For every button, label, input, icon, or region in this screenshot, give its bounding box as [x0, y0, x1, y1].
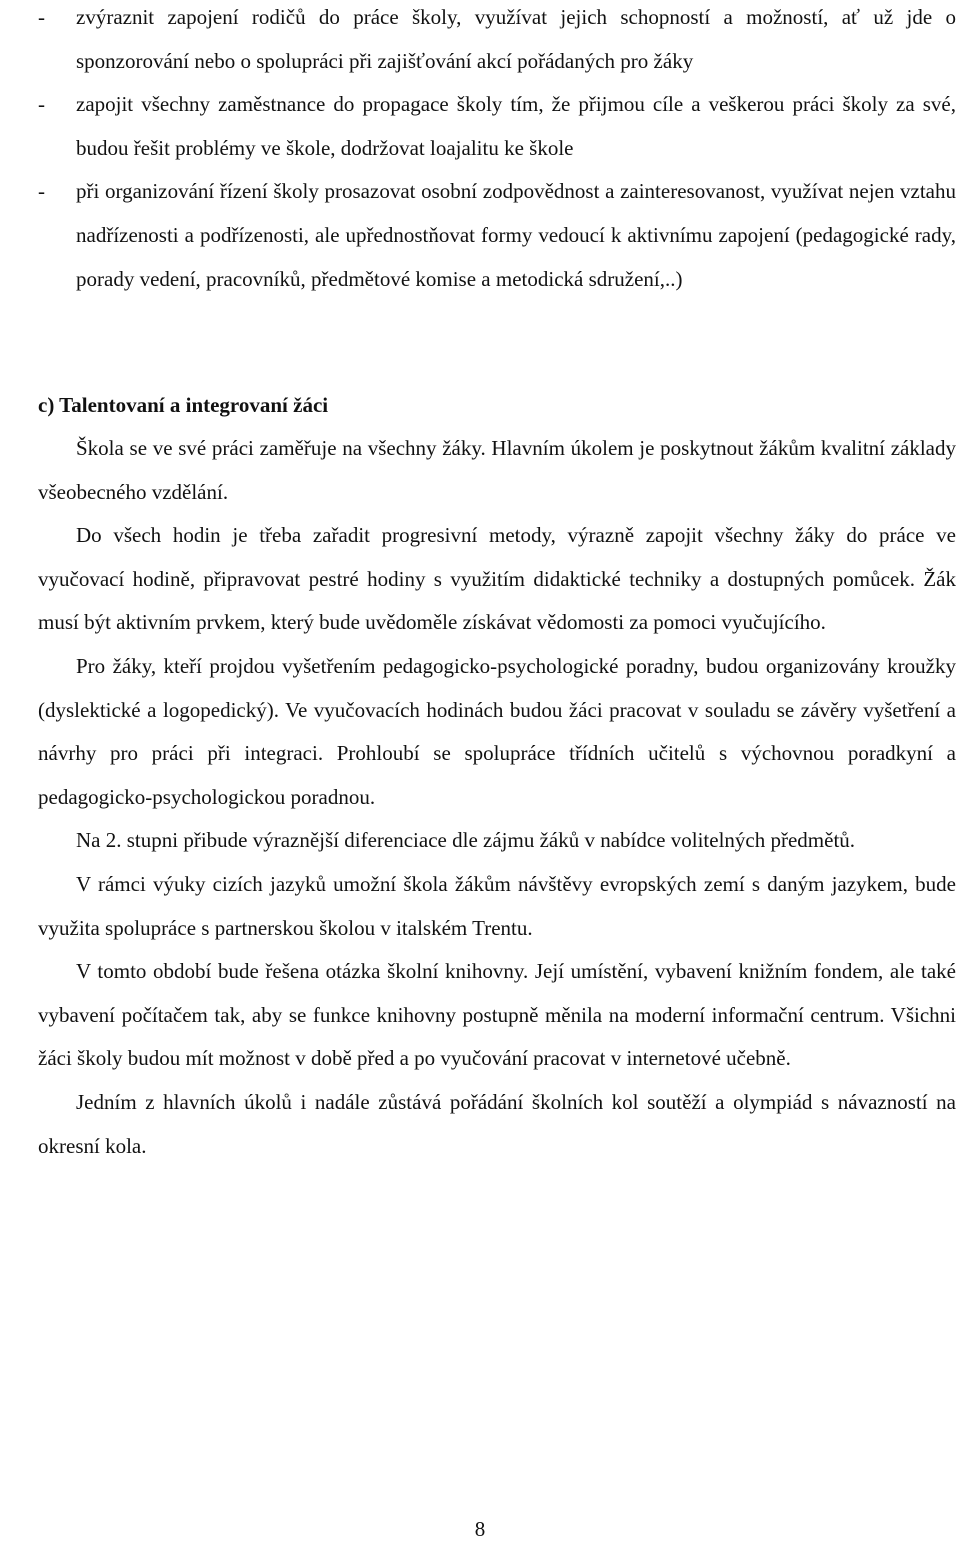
page-number: 8: [474, 1517, 486, 1541]
bullet-text: při organizování řízení školy prosazovat osobní zodpovědnost a zainteresovanost, využívat nejen vztahu nadřízenosti a podřízenosti, ale upřednostňovat formy vedoucí k aktivnímu zapojení (pedagogické rady, porady vedení, pracovníků, předmětové komise a metodická sdružení,..): [76, 179, 956, 291]
bullet-list: [38, 0, 956, 301]
bullet-text: zvýraznit zapojení rodičů do práce školy, využívat jejich schopností a možností, ať už jde o sponzorování nebo o spolupráci při zajišťování akcí pořádaných pro žáky: [76, 5, 956, 73]
section-heading: c) Talentovaní a integrovaní žáci: [38, 393, 329, 417]
bullet-dash: -: [38, 179, 45, 204]
paragraph: V tomto období bude řešena otázka školní knihovny. Její umístění, vybavení knižním fondem, ale také vybavení počítačem tak, aby se funkce knihovny postupně měnila na moderní informační centrum. Všichni žáci školy budou mít možnost v době před a po vyučování pracovat v internetové učebně.: [38, 959, 956, 1071]
bullet-dash: -: [38, 92, 45, 117]
section-body: [38, 427, 956, 1168]
paragraph: Škola se ve své práci zaměřuje na všechny žáky. Hlavním úkolem je poskytnout žákům kvalitní základy všeobecného vzdělání.: [38, 436, 956, 504]
bullet-item: [38, 170, 956, 301]
paragraph: Pro žáky, kteří projdou vyšetřením pedagogicko-psychologické poradny, budou organizovány kroužky (dyslektické a logopedický). Ve vyučovacích hodinách budou žáci pracovat v souladu se závěry vyšetření a návrhy pro práci při integraci. Prohloubí se spolupráce třídních učitelů s výchovnou poradkyní a pedagogicko-psychologickou poradnou.: [38, 653, 956, 809]
paragraph: V rámci výuky cizích jazyků umožní škola žákům návštěvy evropských zemí s daným jazykem, bude využita spolupráce s partnerskou školou v italském Trentu.: [38, 871, 956, 940]
paragraph: Do všech hodin je třeba zařadit progresivní metody, výrazně zapojit všechny žáky do práce ve vyučovací hodině, připravovat pestré hodiny s využitím didaktické techniky a dostupných pomůcek. Žák musí být aktivním prvkem, který bude uvědoměle získávat vědomosti za pomoci vyučujícího.: [38, 523, 956, 635]
bullet-dash: -: [38, 5, 45, 29]
bullet-text: zapojit všechny zaměstnance do propagace školy tím, že přijmou cíle a veškerou práci školy za své, budou řešit problémy ve škole, dodržovat loajalitu ke škole: [76, 92, 956, 160]
bullet-item: [38, 83, 956, 170]
paragraph: Jedním z hlavních úkolů i nadále zůstává pořádání školních kol soutěží a olympiád s návazností na okresní kola.: [38, 1089, 956, 1158]
paragraph: Na 2. stupni přibude výraznější diferenciace dle zájmu žáků v nabídce volitelných předmětů.: [76, 828, 856, 853]
bullet-item: [38, 0, 956, 83]
